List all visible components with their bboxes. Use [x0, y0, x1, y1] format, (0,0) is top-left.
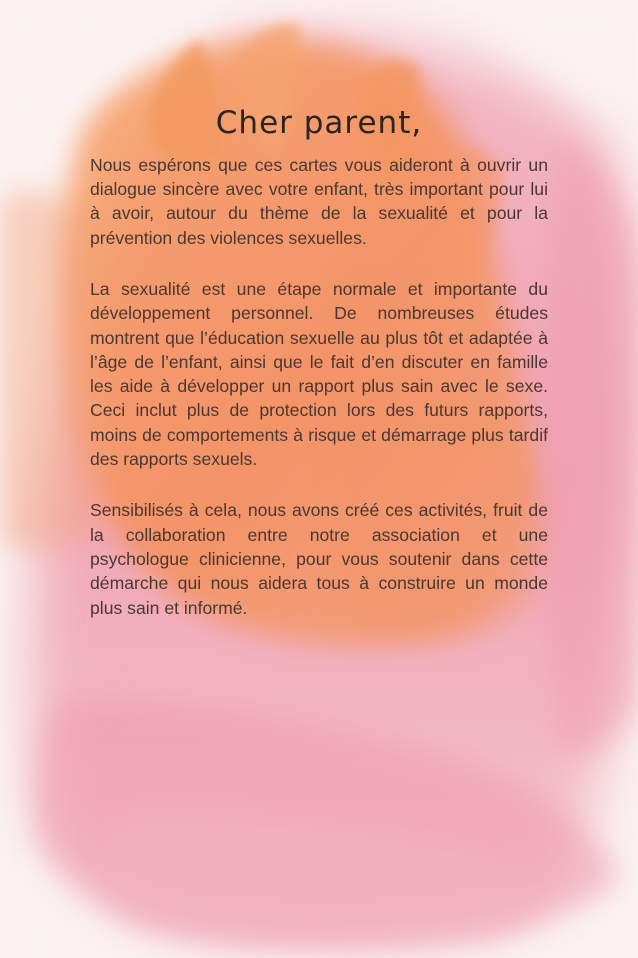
- letter-paragraph-2: La sexualité est une étape normale et importante du développement personnel. De nombreuses études montrent que l’éducation sexuelle au plus tôt et adaptée à l’âge de l’enfant, ainsi que le fait d’en discuter en famille les aide à développer un rapport plus sain avec le sexe. Ceci inclut plus de protection lors des futurs rapports, moins de comportements à risque et démarrage plus tardif des rapports sexuels.: [90, 278, 548, 470]
- letter-paragraph-1: Nous espérons que ces cartes vous aideront à ouvrir un dialogue sincère avec votre enfant, très important pour lui à avoir, autour du thème de la sexualité et pour la prévention des violences sexuelles.: [90, 154, 548, 248]
- letter-title: Cher parent,: [215, 105, 423, 141]
- letter-paragraph-3: Sensibilisés à cela, nous avons créé ces activités, fruit de la collaboration entre notre association et une psychologue clinicienne, pour vous soutenir dans cette démarche qui nous aidera tous à construire un monde plus sain et informé.: [90, 500, 548, 618]
- letter-content: [90, 104, 548, 647]
